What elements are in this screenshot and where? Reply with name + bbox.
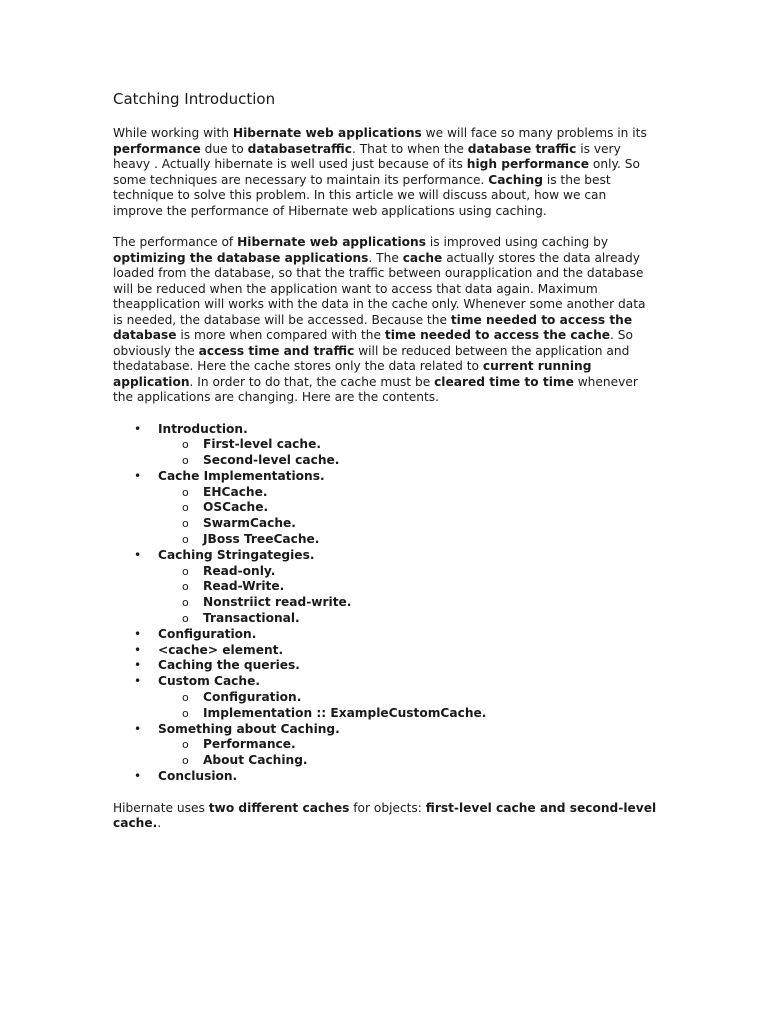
contents-subitem: o Nonstriict read-write. (158, 595, 658, 611)
performance-paragraph (113, 235, 658, 406)
contents-subitem: o EHCache. (158, 485, 658, 501)
contents-item (113, 627, 658, 643)
text-span: Hibernate uses (113, 800, 209, 815)
text-span: . In order to do that, the cache must be (189, 374, 435, 389)
contents-item (113, 722, 658, 769)
bold-text: databasetraffic (247, 141, 352, 156)
contents-item (113, 674, 658, 721)
text-span: actually stores the data already loaded from the database, so that the traffic between ourapplication and the database will be reduced when the application want to access that data again. Maximum theapplication will works with the data in the cache only. Whenever some another data is needed, the database will be accessed. Because the (113, 250, 646, 327)
contents-subitem: o SwarmCache. (158, 516, 658, 532)
text-span: we will face so many problems in its (421, 126, 647, 140)
contents-item-label: Caching Stringategies. (158, 547, 315, 562)
conclusion-paragraph (113, 801, 658, 832)
contents-subitem: o First-level cache. (158, 437, 658, 453)
text-span: will be reduced between the application and thedatabase. Here the cache stores only the data related to (113, 343, 630, 373)
document-content (113, 88, 658, 848)
text-span: The performance of (113, 235, 238, 249)
text-span: is the best technique to solve this problem. In this article we will discuss about, how we can improve the performance of Hibernate web applications using caching. (113, 172, 611, 218)
text-span: . The (368, 250, 403, 265)
text-span: due to (200, 141, 248, 156)
contents-subitem: o Implementation :: ExampleCustomCache. (158, 706, 658, 722)
bold-text: optimizing the database applications (113, 250, 369, 265)
bold-text: time needed to access the database (113, 312, 633, 342)
contents-sublist (158, 737, 658, 769)
contents-item-label: Conclusion. (158, 769, 238, 784)
bold-text: Caching (488, 172, 543, 187)
contents-item (113, 422, 658, 469)
contents-subitem: o About Caching. (158, 753, 658, 769)
contents-list (113, 422, 658, 785)
contents-item (113, 469, 658, 548)
contents-item-label: <cache> element. (158, 642, 284, 657)
contents-item-label: Cache Implementations. (158, 468, 325, 483)
contents-item-label: Something about Caching. (158, 721, 340, 736)
bold-text: cache (402, 250, 443, 265)
contents-item (113, 548, 658, 627)
bold-text: access time and traffic (198, 343, 355, 358)
text-span: . That to when the (351, 141, 468, 156)
contents-sublist (158, 690, 658, 722)
text-span: only. So some techniques are necessary to maintain its performance. (113, 157, 640, 187)
text-span: . So obviously the (113, 328, 633, 358)
bold-text: Hibernate web applications (232, 126, 422, 140)
contents-item (113, 769, 658, 785)
text-span: whenever the applications are changing. Here are the contents. (113, 374, 638, 404)
contents-subitem: o Configuration. (158, 690, 658, 706)
text-span: is improved using caching by (425, 235, 609, 249)
page-title: Catching Introduction (113, 90, 276, 108)
bold-text: performance (113, 141, 201, 156)
contents-sublist (158, 564, 658, 627)
contents-sublist (158, 485, 658, 548)
contents-item-label: Caching the queries. (158, 658, 300, 673)
contents-item (113, 643, 658, 659)
contents-item-label: Custom Cache. (158, 674, 260, 689)
bold-text: cleared time to time (434, 374, 574, 389)
contents-subitem: o Read-only. (158, 564, 658, 580)
contents-subitem: o JBoss TreeCache. (158, 532, 658, 548)
bold-text: first-level cache and second-level cache. (113, 800, 657, 831)
contents-subitem: o Read-Write. (158, 579, 658, 595)
intro-paragraph (113, 126, 658, 219)
contents-subitem: o Second-level cache. (158, 453, 658, 469)
bold-text: current running application (113, 359, 592, 389)
contents-subitem: o OSCache. (158, 500, 658, 516)
contents-item-label: Configuration. (158, 626, 257, 641)
bold-text: Hibernate web applications (237, 235, 426, 249)
contents-subitem: o Performance. (158, 737, 658, 753)
text-span: is more when compared with the (176, 328, 385, 342)
contents-item (113, 658, 658, 674)
text-span: While working with (113, 126, 233, 140)
contents-subitem: o Transactional. (158, 611, 658, 627)
bold-text: two different caches (208, 800, 350, 815)
text-span: . (157, 816, 162, 831)
contents-sublist (158, 437, 658, 469)
bold-text: time needed to access the cache (384, 328, 611, 342)
bold-text: high performance (466, 157, 590, 171)
bold-text: database traffic (467, 141, 577, 156)
contents-item-label: Introduction. (158, 421, 248, 436)
text-span: for objects: (349, 800, 426, 815)
text-span: is very heavy . Actually hibernate is well used just because of its (113, 141, 621, 171)
